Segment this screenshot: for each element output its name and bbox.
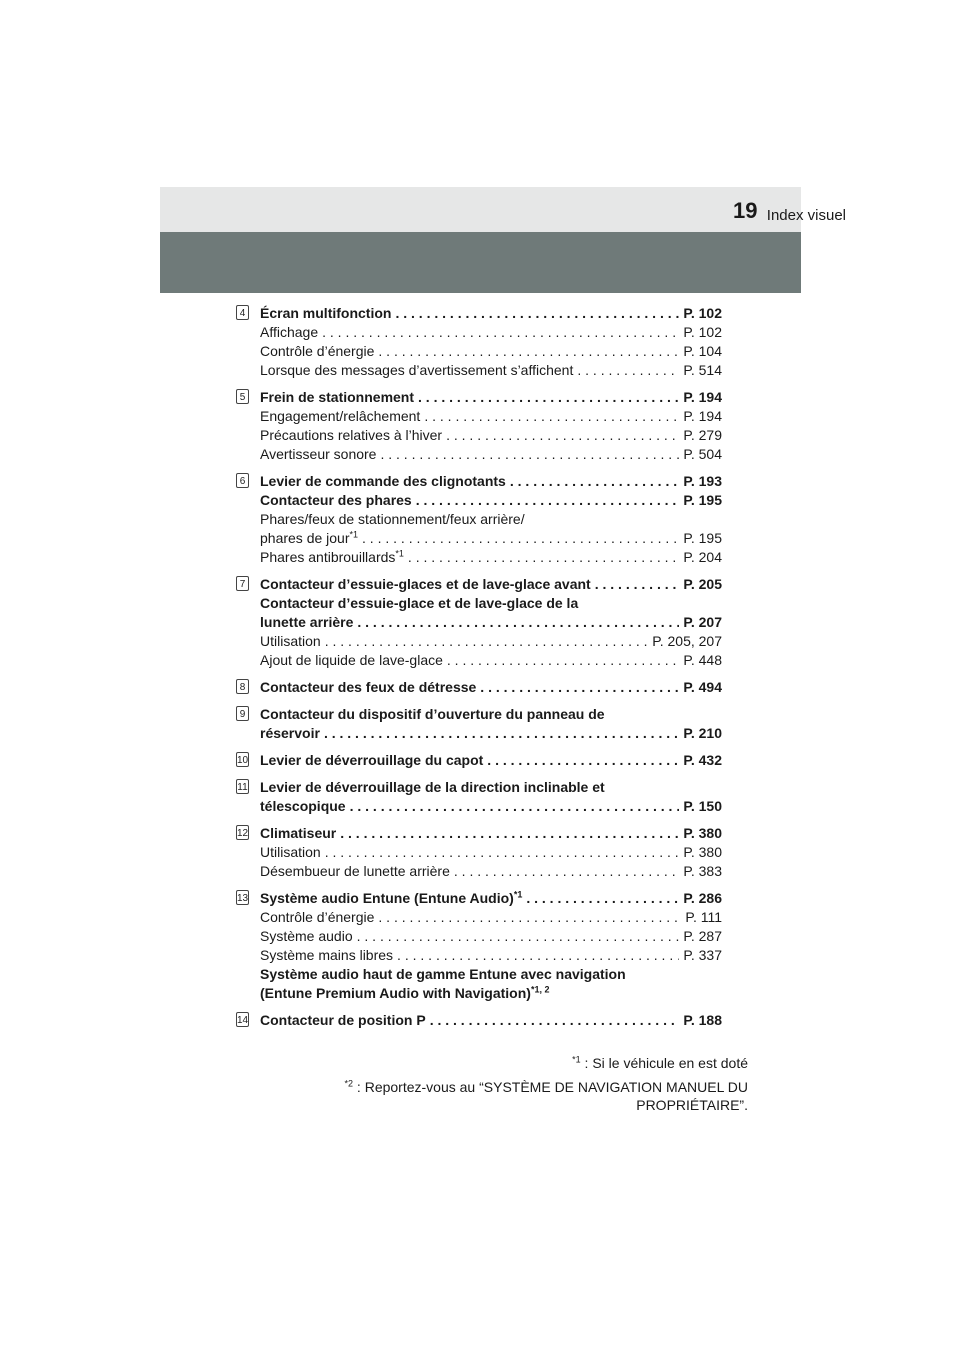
- footnote-mark: *1: [349, 529, 359, 540]
- index-heading: [260, 678, 722, 697]
- entry-label: Utilisation: [260, 633, 321, 649]
- page-reference[interactable]: P. 194: [683, 389, 722, 405]
- entry-number-badge: 5: [236, 389, 249, 404]
- leader-dots: [357, 613, 679, 632]
- entry-label: Avertisseur sonore: [260, 446, 377, 462]
- footnote: [268, 1078, 748, 1114]
- entry-label: (Entune Premium Audio with Navigation)$^{*1, 2}$: [260, 984, 550, 1001]
- index-heading: [260, 1011, 722, 1030]
- index-heading: [260, 889, 722, 908]
- page-reference[interactable]: P. 102: [683, 324, 722, 340]
- footnote-text: : Reportez-vous au “SYSTÈME DE NAVIGATION MANUEL DU PROPRIÉTAIRE”.: [353, 1079, 748, 1113]
- page-reference[interactable]: P. 494: [683, 679, 722, 695]
- index-heading: [260, 388, 722, 407]
- index-entry: [236, 304, 722, 380]
- index-heading: [260, 613, 722, 632]
- index-entry: [236, 1011, 722, 1030]
- index-entry: [236, 678, 722, 697]
- page-number: 19: [733, 198, 758, 223]
- index-list: [236, 304, 722, 1038]
- entry-number-badge: 10: [236, 752, 249, 767]
- leader-dots: [395, 304, 679, 323]
- leader-dots: [357, 927, 680, 946]
- entry-label: Engagement/relâchement: [260, 408, 421, 424]
- entry-label: Contacteur d’essuie-glaces et de lave-glace avant: [260, 576, 591, 592]
- entry-label: Levier de déverrouillage de la direction inclinable et: [260, 779, 605, 795]
- index-heading: [260, 778, 722, 797]
- entry-label: Contrôle d’énergie: [260, 909, 375, 925]
- entry-label: Contacteur de position P: [260, 1012, 426, 1028]
- entry-label: Système mains libres: [260, 947, 394, 963]
- page-reference[interactable]: P. 380: [683, 844, 722, 860]
- footnote-mark: *1, 2: [530, 984, 550, 995]
- index-subitem: [260, 445, 722, 464]
- index-subitem: [260, 548, 722, 567]
- leader-dots: [325, 632, 648, 651]
- entry-label: Frein de stationnement: [260, 389, 415, 405]
- entry-number-badge: 12: [236, 825, 249, 840]
- entry-label: Lorsque des messages d’avertissement s’affichent: [260, 362, 574, 378]
- leader-dots: [446, 426, 679, 445]
- entry-number-badge: 11: [236, 779, 249, 794]
- index-entry: [236, 388, 722, 464]
- entry-number-badge: 6: [236, 473, 249, 488]
- entry-label: Précautions relatives à l’hiver: [260, 427, 443, 443]
- page-reference[interactable]: P. 207: [683, 614, 722, 630]
- entry-label: Contacteur des phares: [260, 492, 412, 508]
- page-reference[interactable]: P. 337: [683, 947, 722, 963]
- page-reference[interactable]: P. 102: [683, 305, 722, 321]
- leader-dots: [510, 472, 679, 491]
- index-entry: [236, 575, 722, 670]
- page-reference[interactable]: P. 194: [683, 408, 722, 424]
- page-reference[interactable]: P. 205, 207: [652, 633, 722, 649]
- leader-dots: [408, 548, 679, 567]
- entry-label: Système audio: [260, 928, 353, 944]
- footnote-mark: *1: [572, 1054, 581, 1065]
- leader-dots: [424, 407, 679, 426]
- entry-label: réservoir: [260, 725, 320, 741]
- leader-dots: [416, 491, 680, 510]
- index-subitem: [260, 651, 722, 670]
- index-subitem: [260, 342, 722, 361]
- leader-dots: [324, 724, 679, 743]
- index-entry: [236, 705, 722, 743]
- entry-label: Phares/feux de stationnement/feux arrière/: [260, 511, 525, 527]
- footnotes: [268, 1054, 748, 1120]
- index-subitem: [260, 529, 722, 548]
- entry-number-badge: 9: [236, 706, 249, 721]
- page-reference[interactable]: P. 111: [685, 909, 722, 925]
- header-title: Index visuel: [766, 207, 846, 224]
- page-reference[interactable]: P. 195: [683, 530, 722, 546]
- footnote: [268, 1054, 748, 1072]
- page-reference[interactable]: P. 448: [683, 652, 722, 668]
- page-reference[interactable]: P. 204: [683, 549, 722, 565]
- index-entry: [236, 751, 722, 770]
- entry-label: Système audio Entune (Entune Audio)$^{*1}$: [260, 889, 523, 906]
- leader-dots: [362, 529, 679, 548]
- page-reference[interactable]: P. 383: [683, 863, 722, 879]
- leader-dots: [577, 361, 679, 380]
- entry-label: Utilisation: [260, 844, 321, 860]
- leader-dots: [526, 889, 679, 908]
- leader-dots: [480, 678, 679, 697]
- entry-label: Contacteur d’essuie-glace et de lave-glace de la: [260, 595, 579, 611]
- leader-dots: [454, 862, 679, 881]
- index-heading: [260, 751, 722, 770]
- leader-dots: [325, 843, 680, 862]
- leader-dots: [397, 946, 679, 965]
- leader-dots: [595, 575, 680, 594]
- index-subitem: [260, 361, 722, 380]
- entry-label: Désembueur de lunette arrière: [260, 863, 450, 879]
- page-reference[interactable]: P. 205: [683, 576, 722, 592]
- page-reference[interactable]: P. 504: [683, 446, 722, 462]
- index-subitem: [260, 908, 722, 927]
- page-reference[interactable]: P. 279: [683, 427, 722, 443]
- leader-dots: [447, 651, 679, 670]
- index-subitem: [260, 946, 722, 965]
- entry-label: lunette arrière: [260, 614, 354, 630]
- page-reference[interactable]: P. 150: [683, 798, 722, 814]
- index-entry: [236, 472, 722, 567]
- index-heading: [260, 797, 722, 816]
- index-subitem: [260, 323, 722, 342]
- page-reference[interactable]: P. 195: [683, 492, 722, 508]
- leader-dots: [418, 388, 679, 407]
- entry-label: Levier de commande des clignotants: [260, 473, 506, 489]
- page-reference[interactable]: P. 104: [683, 343, 722, 359]
- index-heading: [260, 472, 722, 491]
- leader-dots: [340, 824, 679, 843]
- leader-dots: [322, 323, 679, 342]
- index-heading: [260, 594, 722, 613]
- index-entry: [236, 824, 722, 881]
- index-entry: [236, 889, 722, 1003]
- leader-dots: [430, 1011, 680, 1030]
- page-reference[interactable]: P. 210: [683, 725, 722, 741]
- entry-label: Ajout de liquide de lave-glace: [260, 652, 443, 668]
- index-subitem: [260, 862, 722, 881]
- index-subitem: [260, 426, 722, 445]
- page-reference[interactable]: P. 380: [683, 825, 722, 841]
- section-bar: [160, 232, 801, 293]
- entry-number-badge: 8: [236, 679, 249, 694]
- index-heading: [260, 705, 722, 724]
- entry-label: phares de jour$^{*1}$: [260, 529, 359, 546]
- entry-label: Contrôle d’énergie: [260, 343, 375, 359]
- index-subitem: [260, 407, 722, 426]
- entry-label: Levier de déverrouillage du capot: [260, 752, 484, 768]
- index-heading: [260, 491, 722, 510]
- leader-dots: [487, 751, 679, 770]
- index-heading: [260, 824, 722, 843]
- footnote-mark: *1: [513, 889, 523, 900]
- index-subitem: [260, 632, 722, 651]
- page-reference[interactable]: P. 188: [683, 1012, 722, 1028]
- header-band: [160, 187, 801, 232]
- page-reference[interactable]: P. 514: [683, 362, 722, 378]
- entry-label: Climatiseur: [260, 825, 337, 841]
- entry-label: Système audio haut de gamme Entune avec navigation: [260, 966, 626, 982]
- entry-number-badge: 7: [236, 576, 249, 591]
- leader-dots: [378, 342, 679, 361]
- entry-label: Affichage: [260, 324, 319, 340]
- index-heading: [260, 984, 722, 1003]
- footnote-text: : Si le véhicule en est doté: [580, 1055, 748, 1071]
- leader-dots: [350, 797, 680, 816]
- index-heading: [260, 304, 722, 323]
- page-reference[interactable]: P. 432: [683, 752, 722, 768]
- page-reference[interactable]: P. 287: [683, 928, 722, 944]
- entry-label: Contacteur du dispositif d’ouverture du panneau de: [260, 706, 605, 722]
- index-subitem: [260, 510, 722, 529]
- index-heading: [260, 575, 722, 594]
- page-reference[interactable]: P. 286: [683, 890, 722, 906]
- entry-number-badge: 4: [236, 305, 249, 320]
- leader-dots: [380, 445, 679, 464]
- entry-label: télescopique: [260, 798, 346, 814]
- leader-dots: [378, 908, 681, 927]
- entry-label: Écran multifonction: [260, 305, 392, 321]
- entry-number-badge: 13: [236, 890, 249, 905]
- page-reference[interactable]: P. 193: [683, 473, 722, 489]
- entry-label: Phares antibrouillards$^{*1}$: [260, 548, 404, 565]
- index-subitem: [260, 843, 722, 862]
- index-subitem: [260, 927, 722, 946]
- footnote-mark: *1: [395, 548, 404, 559]
- index-heading: [260, 965, 722, 984]
- footnote-mark: *2: [344, 1078, 354, 1089]
- index-entry: [236, 778, 722, 816]
- entry-label: Contacteur des feux de détresse: [260, 679, 477, 695]
- entry-number-badge: 14: [236, 1012, 249, 1027]
- index-heading: [260, 724, 722, 743]
